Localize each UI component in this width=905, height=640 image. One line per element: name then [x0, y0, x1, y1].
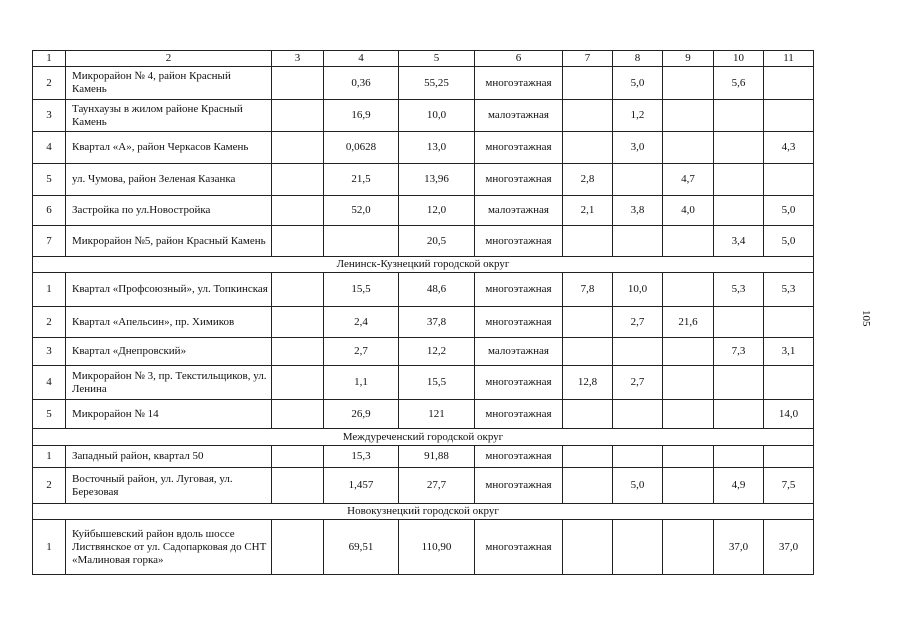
table-row [33, 273, 814, 307]
table-cell [272, 67, 324, 100]
table-cell: многоэтажная [475, 307, 563, 338]
section-header-row [33, 504, 814, 520]
table-cell [272, 400, 324, 429]
table-cell: 3,8 [613, 196, 663, 226]
table-cell: 4 [33, 366, 66, 400]
table-cell: 5,3 [714, 273, 764, 307]
table-cell [272, 196, 324, 226]
table-cell: 15,5 [324, 273, 399, 307]
table-cell: 7,5 [764, 468, 814, 504]
table-cell [563, 400, 613, 429]
table-cell [272, 100, 324, 132]
table-row [33, 468, 814, 504]
table-cell [663, 338, 714, 366]
table-cell: 2,4 [324, 307, 399, 338]
table-cell [663, 400, 714, 429]
table-cell: Микрорайон № 3, пр. Текстильщиков, ул. Ленина [66, 366, 272, 400]
table-row [33, 67, 814, 100]
table-cell [714, 400, 764, 429]
section-title: Новокузнецкий городской округ [33, 504, 814, 520]
column-header: 2 [66, 51, 272, 67]
table-cell: 69,51 [324, 520, 399, 575]
table-cell [272, 468, 324, 504]
table-cell: 13,0 [399, 132, 475, 164]
table-cell: 12,0 [399, 196, 475, 226]
table-cell: 5,0 [764, 226, 814, 257]
table-row [33, 338, 814, 366]
table-cell [563, 338, 613, 366]
table-cell: малоэтажная [475, 338, 563, 366]
table-cell [764, 307, 814, 338]
table-cell [613, 226, 663, 257]
table-cell [663, 366, 714, 400]
table-cell [714, 164, 764, 196]
table-cell: 7,3 [714, 338, 764, 366]
table-cell: 5,6 [714, 67, 764, 100]
table-cell: многоэтажная [475, 67, 563, 100]
table-cell [663, 520, 714, 575]
table-cell [272, 338, 324, 366]
column-header: 4 [324, 51, 399, 67]
table-cell [563, 446, 613, 468]
table-cell [764, 446, 814, 468]
table-cell: 12,2 [399, 338, 475, 366]
table-cell [272, 273, 324, 307]
table-cell: 4,3 [764, 132, 814, 164]
table-cell [663, 446, 714, 468]
table-cell: 1 [33, 446, 66, 468]
table-cell: 3,1 [764, 338, 814, 366]
table-cell [272, 132, 324, 164]
table-cell: ул. Чумова, район Зеленая Казанка [66, 164, 272, 196]
table-row [33, 520, 814, 575]
column-header: 7 [563, 51, 613, 67]
table-cell: 26,9 [324, 400, 399, 429]
table-cell: 2 [33, 468, 66, 504]
table-cell [272, 307, 324, 338]
table-cell: Микрорайон №5, район Красный Камень [66, 226, 272, 257]
table-body [33, 51, 814, 575]
table-row [33, 164, 814, 196]
table-cell: 4 [33, 132, 66, 164]
table-row [33, 100, 814, 132]
table-cell: 48,6 [399, 273, 475, 307]
table-cell: Застройка по ул.Новостройка [66, 196, 272, 226]
table-cell [272, 164, 324, 196]
page-number: 105 [860, 310, 872, 327]
table-cell: 27,7 [399, 468, 475, 504]
table-cell: 15,3 [324, 446, 399, 468]
table-cell: Восточный район, ул. Луговая, ул. Березовая [66, 468, 272, 504]
table-cell: 1 [33, 273, 66, 307]
table-cell: 121 [399, 400, 475, 429]
table-row [33, 226, 814, 257]
section-header-row [33, 257, 814, 273]
table-header-row [33, 51, 814, 67]
table-cell: Микрорайон № 4, район Красный Камень [66, 67, 272, 100]
table-cell: 7,8 [563, 273, 613, 307]
table-cell: 37,0 [714, 520, 764, 575]
table-cell: 10,0 [399, 100, 475, 132]
table-cell [714, 446, 764, 468]
table-cell: 0,0628 [324, 132, 399, 164]
section-header-row [33, 429, 814, 446]
column-header: 9 [663, 51, 714, 67]
table-cell: многоэтажная [475, 468, 563, 504]
section-title: Междуреченский городской округ [33, 429, 814, 446]
table-cell: 0,36 [324, 67, 399, 100]
table-cell: 2,8 [563, 164, 613, 196]
table-cell [272, 366, 324, 400]
table-cell [613, 164, 663, 196]
table-cell: 14,0 [764, 400, 814, 429]
table-cell [613, 520, 663, 575]
column-header: 1 [33, 51, 66, 67]
table-cell [663, 273, 714, 307]
table-cell [764, 164, 814, 196]
section-title: Ленинск-Кузнецкий городской округ [33, 257, 814, 273]
table-cell [714, 366, 764, 400]
table-cell [563, 307, 613, 338]
table-cell: многоэтажная [475, 226, 563, 257]
table-cell [613, 446, 663, 468]
table-cell [663, 132, 714, 164]
table-cell: 4,0 [663, 196, 714, 226]
column-header: 6 [475, 51, 563, 67]
column-header: 10 [714, 51, 764, 67]
table-cell [764, 366, 814, 400]
table-cell: 110,90 [399, 520, 475, 575]
table-cell: Квартал «А», район Черкасов Камень [66, 132, 272, 164]
table-cell [663, 100, 714, 132]
table-cell: 5,3 [764, 273, 814, 307]
table-cell: 21,6 [663, 307, 714, 338]
table-cell: 3 [33, 100, 66, 132]
table-cell [663, 67, 714, 100]
column-header: 11 [764, 51, 814, 67]
table-cell: Квартал «Профсоюзный», ул. Топкинская [66, 273, 272, 307]
table-cell: 1 [33, 520, 66, 575]
table-cell: Квартал «Днепровский» [66, 338, 272, 366]
table-cell: 1,1 [324, 366, 399, 400]
table-cell: 2 [33, 67, 66, 100]
table-cell [613, 400, 663, 429]
table-cell: малоэтажная [475, 100, 563, 132]
table-cell [563, 132, 613, 164]
table-cell: 10,0 [613, 273, 663, 307]
table-cell: Микрорайон № 14 [66, 400, 272, 429]
table-cell: 5,0 [613, 468, 663, 504]
table-row [33, 366, 814, 400]
table-cell: 16,9 [324, 100, 399, 132]
column-header: 5 [399, 51, 475, 67]
table-cell: 4,7 [663, 164, 714, 196]
table-cell [324, 226, 399, 257]
table-cell [563, 226, 613, 257]
table-cell: Таунхаузы в жилом районе Красный Камень [66, 100, 272, 132]
table-cell: Куйбышевский район вдоль шоссе Листвянское от ул. Садопарковая до СНТ «Малиновая горка» [66, 520, 272, 575]
table-cell: 3 [33, 338, 66, 366]
table-cell: 37,0 [764, 520, 814, 575]
table-cell: многоэтажная [475, 164, 563, 196]
table-cell: 21,5 [324, 164, 399, 196]
table-cell: 7 [33, 226, 66, 257]
table-cell: 5 [33, 164, 66, 196]
table-cell: 2,7 [613, 366, 663, 400]
table-cell: малоэтажная [475, 196, 563, 226]
table-cell: многоэтажная [475, 520, 563, 575]
table-row [33, 196, 814, 226]
table-cell: 1,2 [613, 100, 663, 132]
table-cell [663, 226, 714, 257]
table-row [33, 400, 814, 429]
table-cell [272, 520, 324, 575]
table-cell [272, 446, 324, 468]
table-cell: 20,5 [399, 226, 475, 257]
table-cell: многоэтажная [475, 366, 563, 400]
table-cell: Западный район, квартал 50 [66, 446, 272, 468]
table-row [33, 307, 814, 338]
table-cell [714, 196, 764, 226]
table-row [33, 132, 814, 164]
table-cell: 37,8 [399, 307, 475, 338]
column-header: 3 [272, 51, 324, 67]
table-cell [563, 100, 613, 132]
table-cell: многоэтажная [475, 400, 563, 429]
table-cell [563, 520, 613, 575]
table-cell: 3,0 [613, 132, 663, 164]
table-cell [563, 67, 613, 100]
table-cell: Квартал «Апельсин», пр. Химиков [66, 307, 272, 338]
table-cell [663, 468, 714, 504]
table-cell: многоэтажная [475, 446, 563, 468]
table-cell: многоэтажная [475, 132, 563, 164]
table-cell: 2,1 [563, 196, 613, 226]
table-cell: 5 [33, 400, 66, 429]
table-cell [714, 307, 764, 338]
table-cell: 6 [33, 196, 66, 226]
table-cell [764, 67, 814, 100]
table-row [33, 446, 814, 468]
table-cell: 55,25 [399, 67, 475, 100]
data-table [32, 50, 814, 575]
table-cell [613, 338, 663, 366]
table-cell [563, 468, 613, 504]
table-cell: 3,4 [714, 226, 764, 257]
table-cell: 1,457 [324, 468, 399, 504]
table-cell: многоэтажная [475, 273, 563, 307]
table-cell: 2,7 [613, 307, 663, 338]
column-header: 8 [613, 51, 663, 67]
table-cell: 2 [33, 307, 66, 338]
table-cell: 52,0 [324, 196, 399, 226]
table-cell: 5,0 [764, 196, 814, 226]
table-cell: 12,8 [563, 366, 613, 400]
table-cell: 5,0 [613, 67, 663, 100]
table-cell: 4,9 [714, 468, 764, 504]
table-cell [764, 100, 814, 132]
table-cell: 2,7 [324, 338, 399, 366]
table-cell: 15,5 [399, 366, 475, 400]
table-cell [714, 100, 764, 132]
table-cell: 13,96 [399, 164, 475, 196]
table-cell: 91,88 [399, 446, 475, 468]
table-cell [272, 226, 324, 257]
table-cell [714, 132, 764, 164]
